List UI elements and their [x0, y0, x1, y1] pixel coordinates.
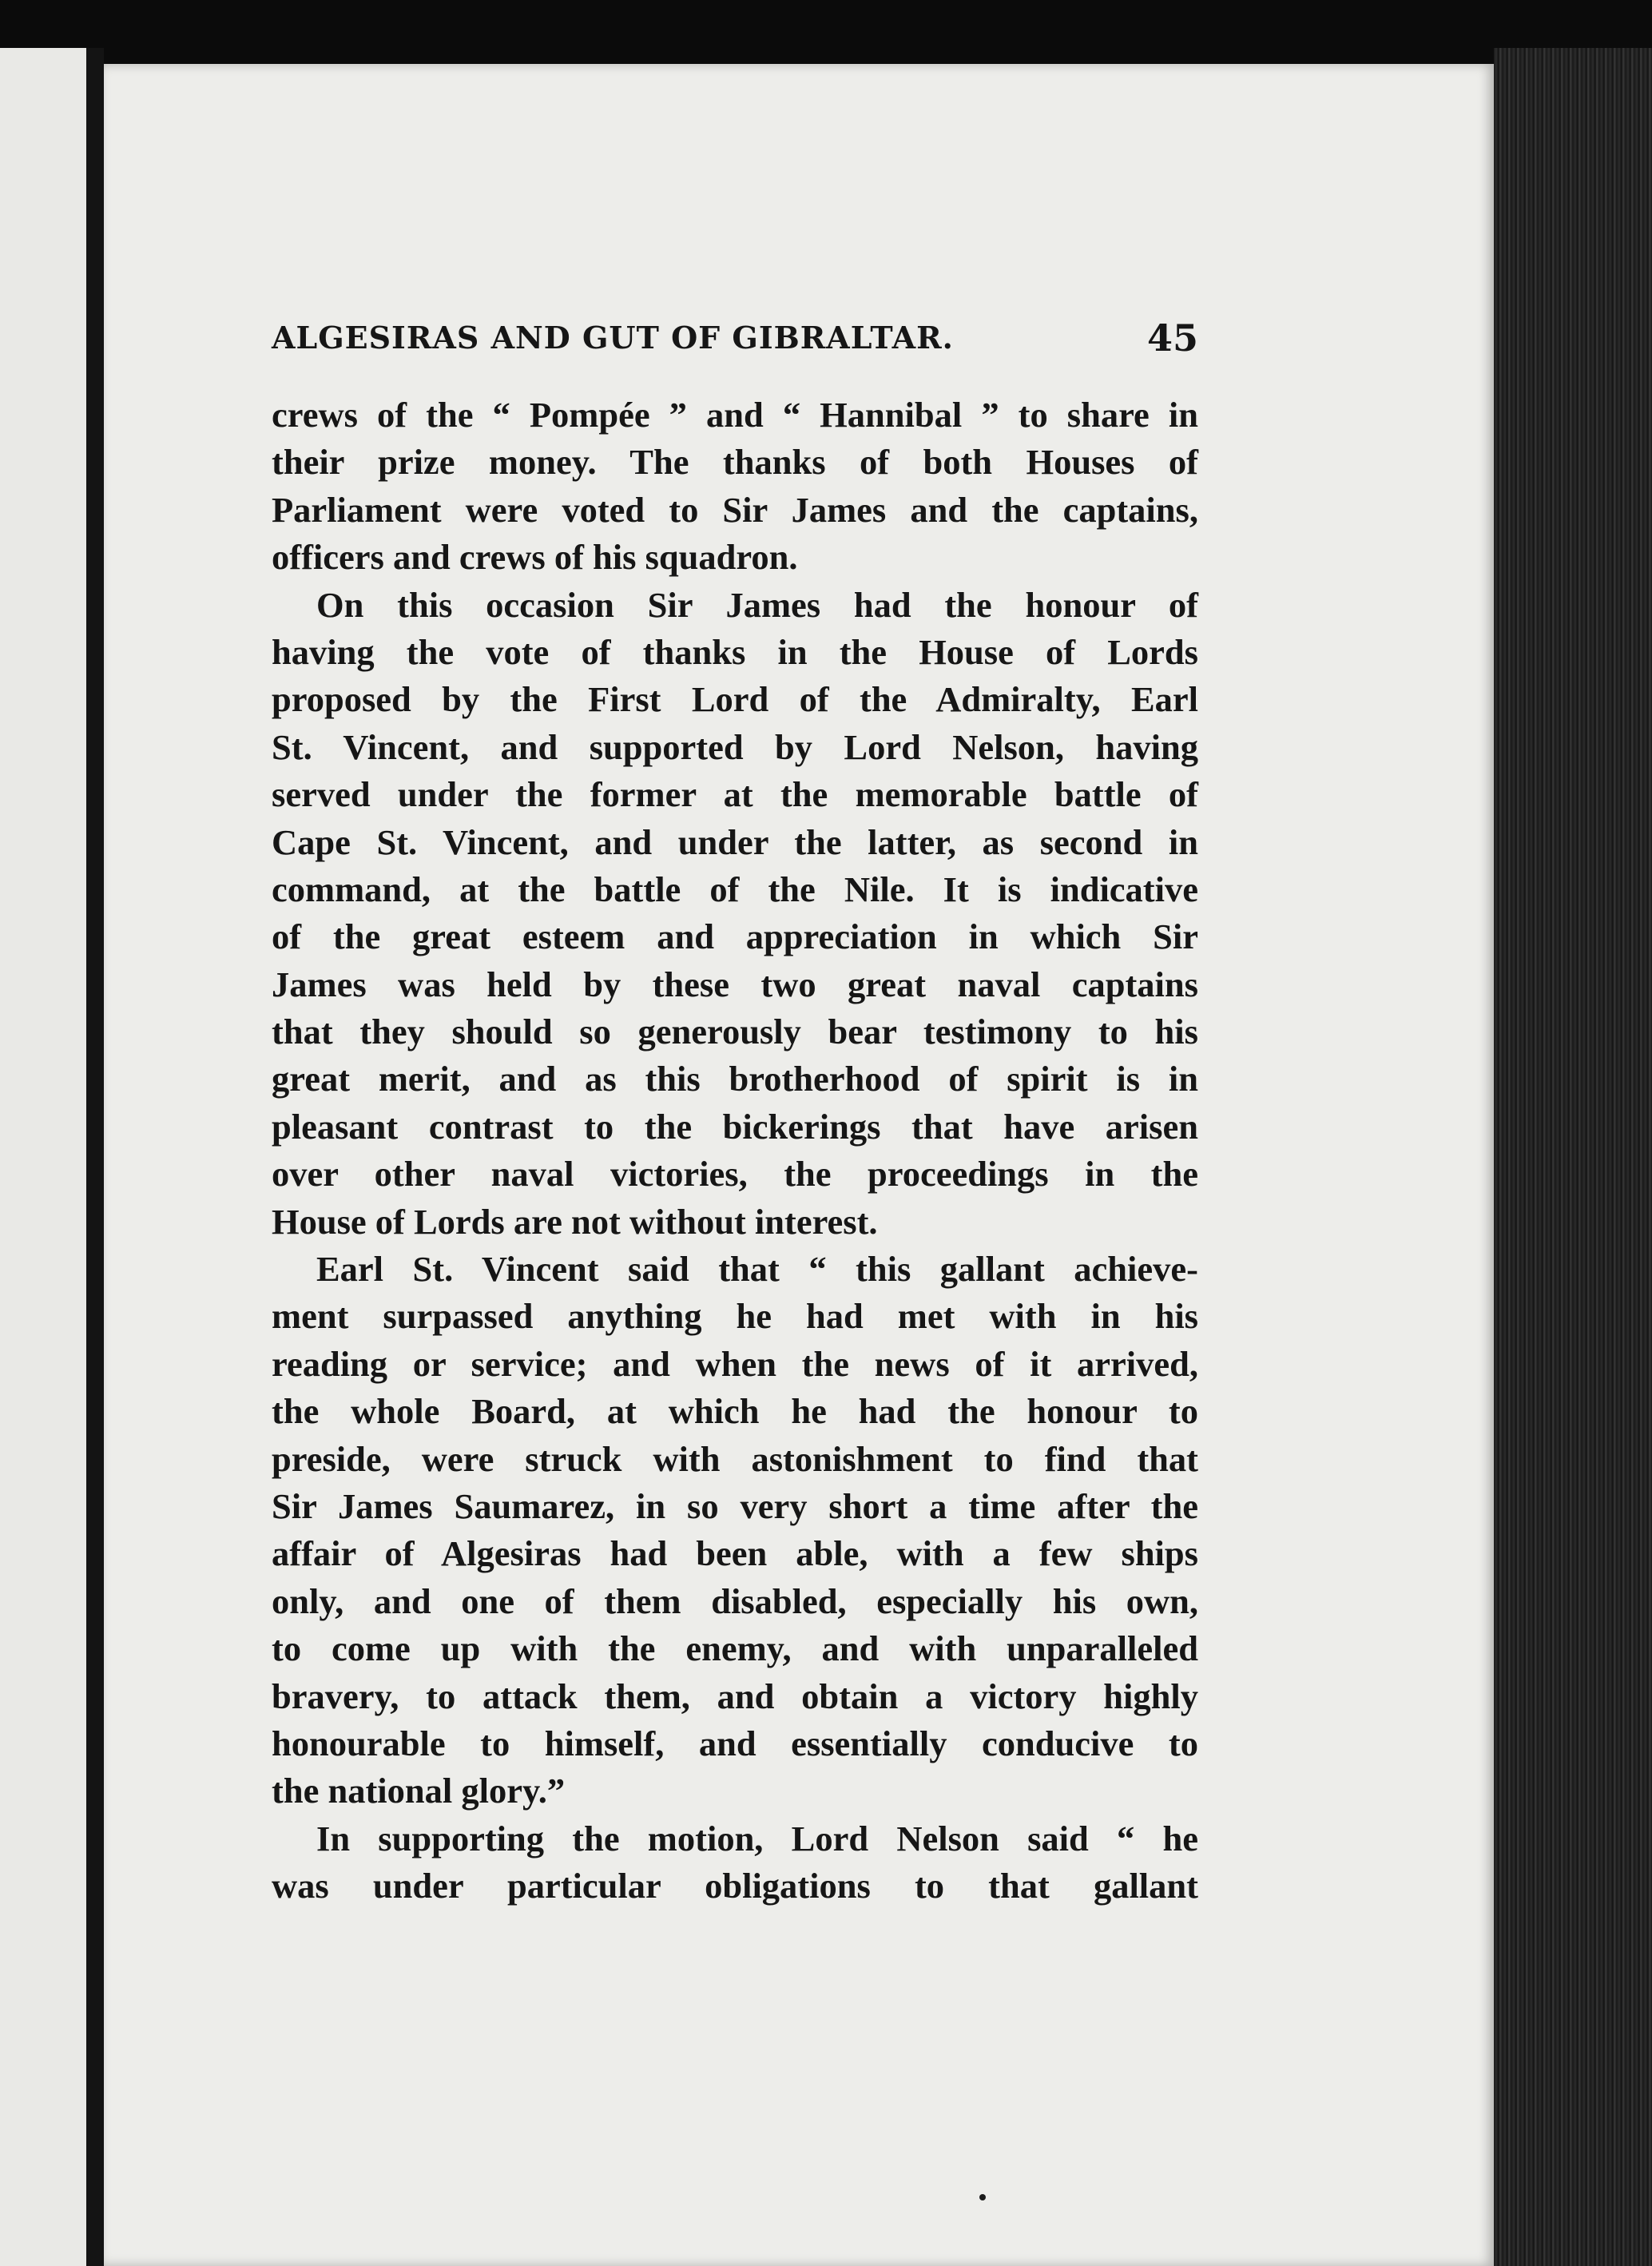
running-head	[272, 316, 1198, 368]
text-line: Cape St. Vincent, and under the latter, as second in	[272, 821, 1198, 862]
body-text	[272, 392, 1198, 1910]
text-line: ment surpassed anything he had met with in his	[272, 1296, 1198, 1337]
text-line: to come up with the enemy, and with unparalleled	[272, 1628, 1198, 1669]
scan-top-border	[0, 0, 1652, 56]
running-title: ALGESIRAS AND GUT OF GIBRALTAR.	[272, 320, 954, 356]
text-line: crews of the “ Pompée ” and “ Hannibal ” to share in	[272, 395, 1198, 435]
facing-page-edge	[0, 48, 86, 2266]
text-line: affair of Algesiras had been able, with a few ships	[272, 1533, 1198, 1574]
text-line: Sir James Saumarez, in so very short a time after the	[272, 1485, 1198, 1526]
text-line: their prize money. The thanks of both Houses of	[272, 442, 1198, 483]
text-line: proposed by the First Lord of the Admiralty, Earl	[272, 679, 1198, 720]
text-line: the national glory.”	[272, 1771, 566, 1811]
text-line: was under particular obligations to that gallant	[272, 1866, 1198, 1906]
text-line: House of Lords are not without interest.	[272, 1201, 878, 1242]
text-line: reading or service; and when the news of it arrived,	[272, 1343, 1198, 1384]
text-line: officers and crews of his squadron.	[272, 537, 798, 578]
text-line: having the vote of thanks in the House of Lords	[272, 631, 1198, 672]
text-line: the whole Board, at which he had the honour to	[272, 1391, 1198, 1432]
text-line: St. Vincent, and supported by Lord Nelson, having	[272, 726, 1198, 767]
scan-speck	[979, 2194, 986, 2200]
text-line: only, and one of them disabled, especially his own,	[272, 1580, 1198, 1621]
text-line: great merit, and as this brotherhood of spirit is in	[272, 1059, 1198, 1099]
text-line: Parliament were voted to Sir James and the captains,	[272, 489, 1198, 530]
text-line: that they should so generously bear testimony to his	[272, 1012, 1198, 1052]
text-line: command, at the battle of the Nile. It is indicative	[272, 869, 1198, 909]
gutter-shadow	[86, 48, 104, 2266]
text-line: over other naval victories, the proceedings in the	[272, 1154, 1198, 1195]
text-line: Earl St. Vincent said that “ this gallant achieve-	[316, 1249, 1198, 1290]
text-line: On this occasion Sir James had the honour of	[316, 584, 1198, 625]
page-edges-stack	[1494, 48, 1652, 2266]
text-line: James was held by these two great naval captains	[272, 964, 1198, 1004]
text-line: pleasant contrast to the bickerings that have arisen	[272, 1106, 1198, 1147]
page-number: 45	[1146, 316, 1198, 360]
text-line: preside, were struck with astonishment to find that	[272, 1438, 1198, 1479]
text-line: of the great esteem and appreciation in which Sir	[272, 916, 1198, 957]
text-line: In supporting the motion, Lord Nelson said “ he	[316, 1818, 1198, 1859]
text-line: honourable to himself, and essentially conducive to	[272, 1723, 1198, 1763]
text-line: served under the former at the memorable battle of	[272, 774, 1198, 815]
text-line: bravery, to attack them, and obtain a victory highly	[272, 1676, 1198, 1716]
